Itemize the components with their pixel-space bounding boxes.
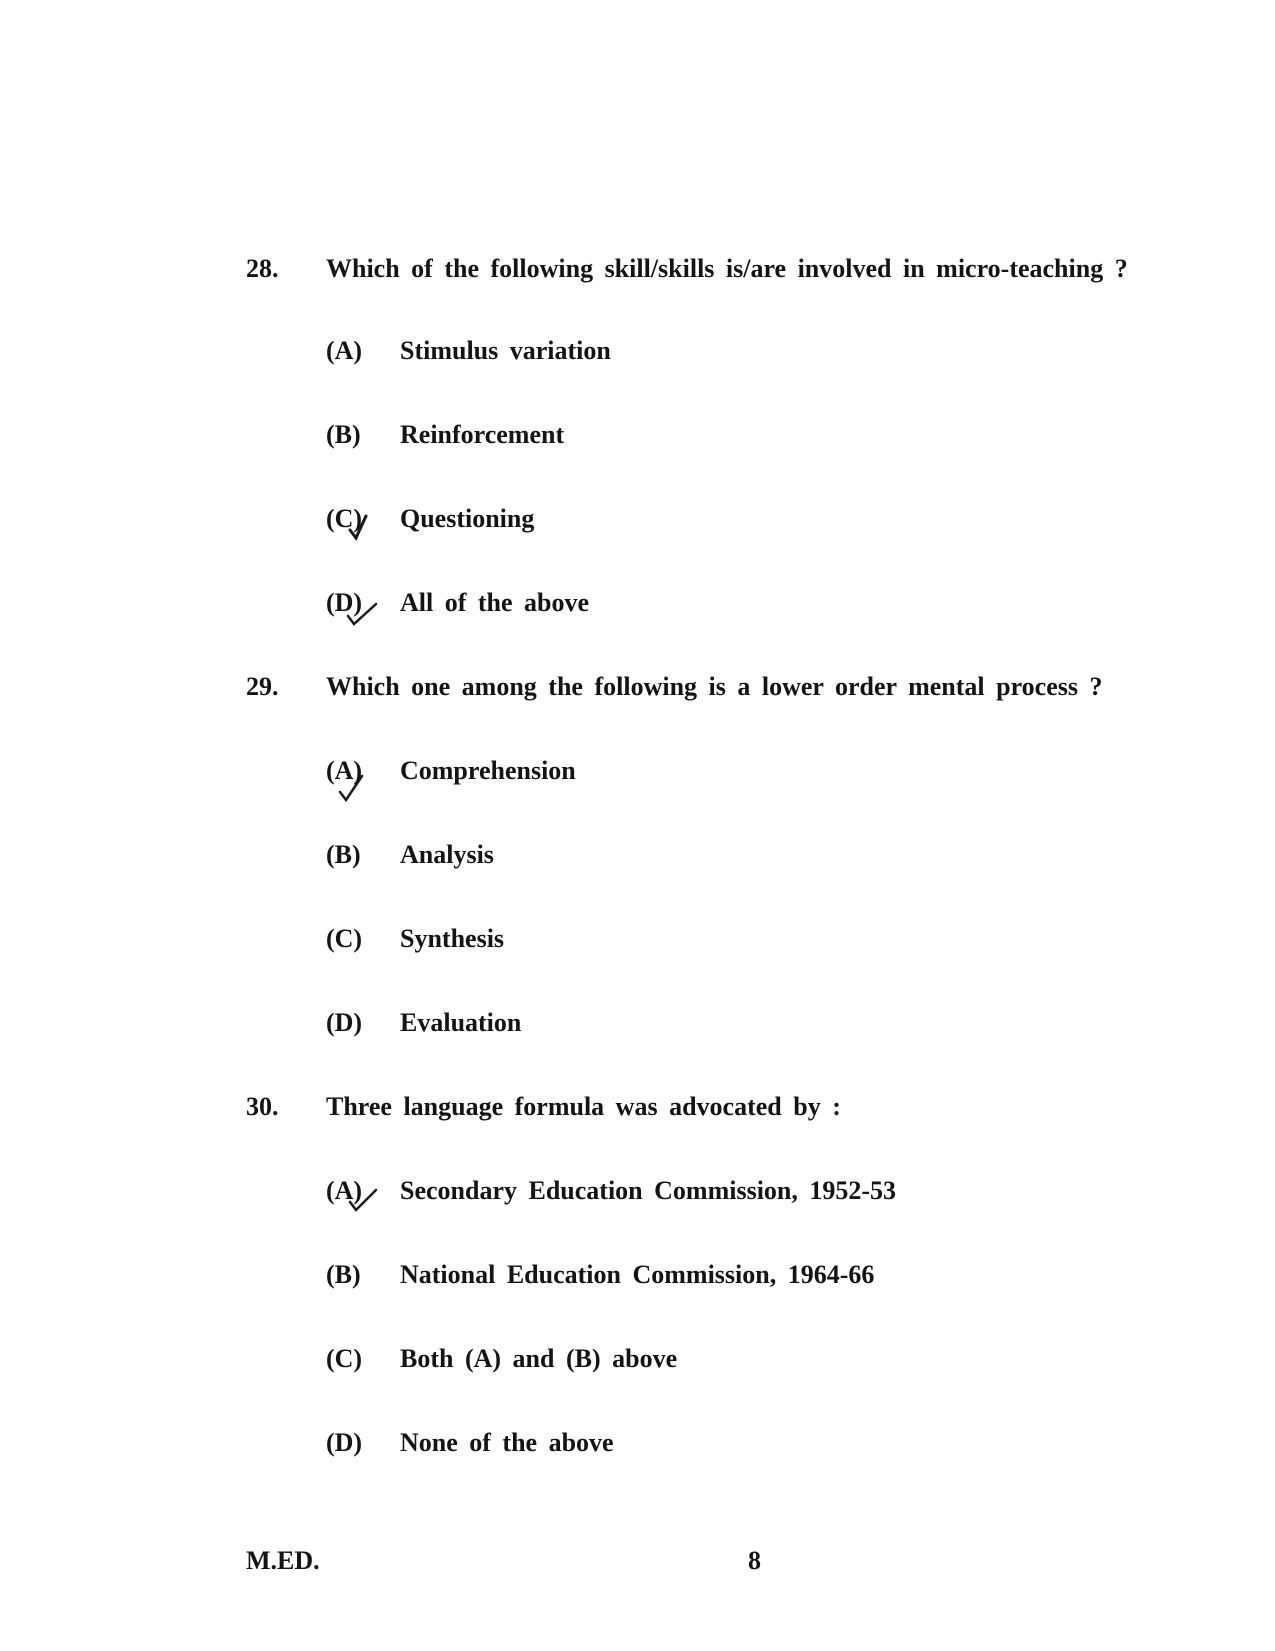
option-label: (D) xyxy=(326,1428,363,1457)
question-text: Which one among the following is a lower order mental process ? xyxy=(326,672,1103,701)
handwritten-mark-icon xyxy=(344,508,384,544)
option-text: Questioning xyxy=(400,504,535,533)
option-text: Secondary Education Commission, 1952-53 xyxy=(400,1176,897,1205)
question-text: Three language formula was advocated by : xyxy=(326,1092,841,1121)
option-label: (A) xyxy=(326,756,363,785)
option-label: (D) xyxy=(326,1008,363,1037)
option-text: Analysis xyxy=(400,840,494,869)
handwritten-tick-icon xyxy=(348,1180,388,1216)
option-text: Stimulus variation xyxy=(400,336,611,365)
option-text: Both (A) and (B) above xyxy=(400,1344,678,1373)
question-number: 30. xyxy=(246,1092,279,1121)
handwritten-tick-icon xyxy=(336,770,376,806)
option-text: Comprehension xyxy=(400,756,576,785)
option-label: (C) xyxy=(326,924,363,953)
option-text: All of the above xyxy=(400,588,590,617)
question-number: 29. xyxy=(246,672,279,701)
option-label: (C) xyxy=(326,1344,363,1373)
question-number: 28. xyxy=(246,254,279,283)
option-label: (C) xyxy=(326,504,363,533)
option-label: (B) xyxy=(326,420,361,449)
option-label: (A) xyxy=(326,1176,363,1205)
option-label: (B) xyxy=(326,1260,361,1289)
option-text: Evaluation xyxy=(400,1008,522,1037)
handwritten-tick-icon xyxy=(346,592,386,628)
option-text: Reinforcement xyxy=(400,420,565,449)
option-text: National Education Commission, 1964-66 xyxy=(400,1260,875,1289)
question-text: Which of the following skill/skills is/are involved in micro-teaching ? xyxy=(326,254,1128,283)
option-label: (B) xyxy=(326,840,361,869)
page-number: 8 xyxy=(748,1546,761,1575)
option-text: None of the above xyxy=(400,1428,614,1457)
option-label: (D) xyxy=(326,588,363,617)
option-text: Synthesis xyxy=(400,924,505,953)
option-label: (A) xyxy=(326,336,363,365)
paper-code: M.ED. xyxy=(246,1546,320,1575)
